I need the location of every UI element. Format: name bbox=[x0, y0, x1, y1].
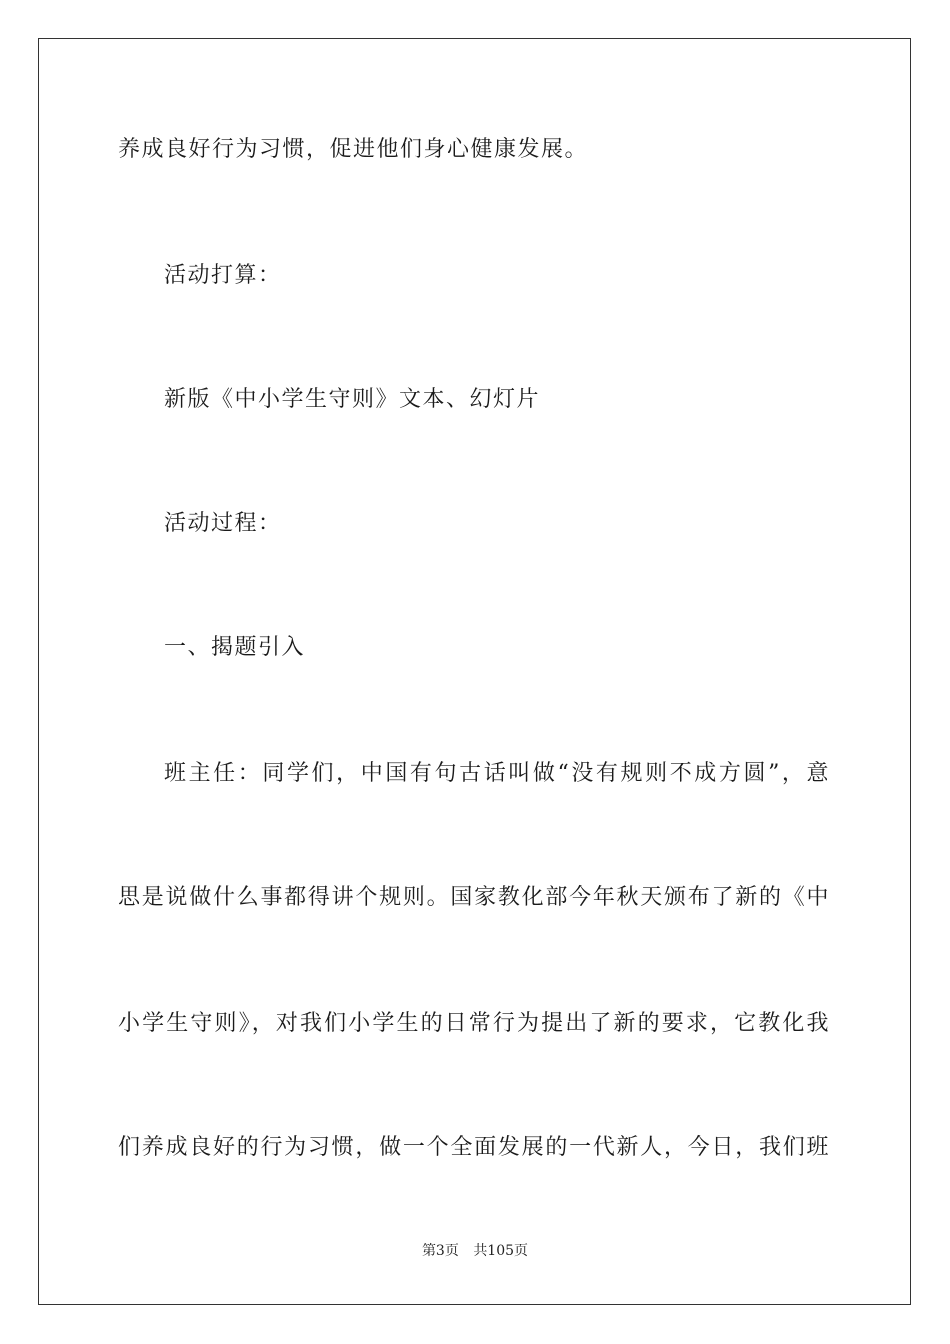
materials-line: 新版《中小学生守则》文本、幻灯片 bbox=[164, 387, 541, 412]
body-line-8: 小学生守则》，对我们小学生的日常行为提出了新的要求，它教化我 bbox=[118, 1011, 830, 1036]
body-line-7: 思是说做什么事都得讲个规则。国家教化部今年秋天颁布了新的《中 bbox=[118, 885, 830, 910]
page-number: 第3页 bbox=[421, 1243, 459, 1259]
body-line-1: 养成良好行为习惯，促进他们身心健康发展。 bbox=[118, 137, 589, 162]
body-line-6: 班主任：同学们，中国有句古话叫做“没有规则不成方圆”，意 bbox=[164, 761, 830, 786]
step-heading: 一、揭题引入 bbox=[164, 635, 306, 660]
page-footer bbox=[0, 1242, 950, 1260]
section-label-process: 活动过程： bbox=[164, 511, 282, 536]
page-border bbox=[38, 38, 911, 1305]
body-line-9: 们养成良好的行为习惯，做一个全面发展的一代新人，今日，我们班 bbox=[118, 1135, 830, 1160]
section-label-plan: 活动打算： bbox=[164, 263, 282, 288]
page-total: 共105页 bbox=[473, 1243, 529, 1259]
